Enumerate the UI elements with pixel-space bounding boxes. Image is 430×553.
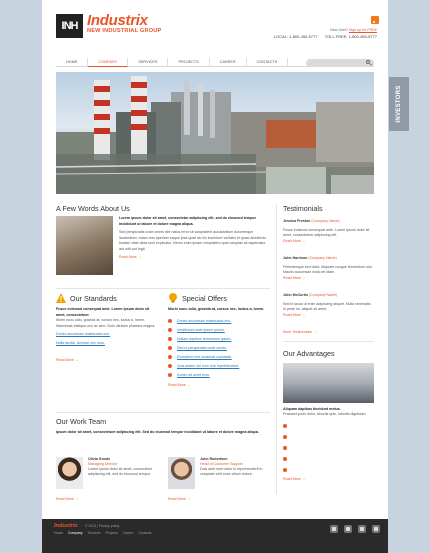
advantage-item: [283, 420, 374, 431]
header: [42, 0, 388, 52]
social-icon[interactable]: [330, 525, 338, 533]
offer-item[interactable]: Vestibulum ante ipsum primis.: [168, 326, 270, 335]
left-column: [56, 204, 270, 501]
nav-projects[interactable]: PROJECTS: [168, 58, 209, 67]
offer-item[interactable]: Donec accumsan malesuada orci.: [168, 317, 270, 326]
brand-name: Industrix: [87, 12, 148, 29]
offer-item[interactable]: Nullam dapibus fermentum ipsum.: [168, 335, 270, 344]
footer-link-services[interactable]: Services: [87, 531, 101, 535]
new-user-text: New User?: [330, 28, 349, 32]
footer-link-projects[interactable]: Projects: [105, 531, 118, 535]
lightbulb-icon: [168, 293, 178, 303]
advantages-read-more[interactable]: Read More →: [283, 477, 374, 481]
advantage-item: [283, 464, 374, 475]
testimonial-read-more[interactable]: Read More →: [283, 239, 374, 245]
team-section: [56, 417, 270, 501]
testimonials-title: Testimonials: [283, 204, 323, 213]
team-title: Our Work Team: [56, 417, 107, 426]
member-name: Olivia Goods: [88, 457, 111, 461]
about-photo: [56, 216, 113, 275]
about-body: Sed perspiciatis unde omnis iste natus error sit voluptatem accusantium doloremque laudantium, totam rem aperiam eaque ipsa quae ab illo inventore veritatis et quasi architecto beatae vitae dicta sunt explicabo. Nemo enim ipsam voluptatem quia voluptas sit aspernatur aut odit aut fugit.: [119, 230, 267, 251]
testimonial: [283, 293, 374, 318]
bullet-icon: [168, 355, 172, 359]
advantages-title: Our Advantages: [283, 349, 335, 358]
advantages-lead: Aliquam dapibus tincidunt metus.: [283, 407, 341, 411]
advantages-list: [283, 420, 374, 475]
rss-icon[interactable]: [371, 16, 379, 24]
offers-section: [168, 293, 270, 387]
footer-logo[interactable]: Industrix: [54, 523, 78, 529]
about-lead: Lorem ipsum dolor sit amet, consectetur adipiscing elit, sed do eiusmod tempor incididunt ut labore et dolore magna aliqua.: [119, 216, 256, 226]
offer-item[interactable]: Sed ut perspiciatis unde omnis.: [168, 344, 270, 353]
testimonial-read-more[interactable]: Read More →: [283, 313, 374, 319]
logo-mark: INH: [56, 14, 83, 38]
testimonial-quote: Fusce euismod consequat ante. Lorem ipsum dolor sit amet, consectetuer adipiscing elit.: [283, 227, 370, 237]
bullet-icon: [168, 346, 172, 350]
main-nav: [56, 58, 374, 67]
advantage-item: [283, 442, 374, 453]
offer-item[interactable]: Excepteur sint occaecat cupidatat.: [168, 353, 270, 362]
footer-links: [54, 531, 157, 535]
footer-copyright: © 2013 | Privacy policy: [85, 524, 120, 528]
offers-title: Special Offers: [182, 293, 228, 303]
investors-tab[interactable]: [389, 77, 409, 131]
more-testimonials-link[interactable]: More Testimonials →: [283, 330, 374, 334]
investors-label: INVESTORS: [396, 85, 402, 123]
nav-career[interactable]: CAREER: [210, 58, 247, 67]
team-member: [56, 457, 160, 501]
page: [42, 0, 388, 553]
nav-contacts[interactable]: CONTACTS: [247, 58, 289, 67]
offer-item[interactable]: Donec sit amet eros.: [168, 371, 270, 380]
bullet-icon: [168, 337, 172, 341]
bullet-icon: [168, 328, 172, 332]
standards-link-1[interactable]: Donec accumsan malesuada orci.: [56, 332, 111, 336]
about-title: A Few Words About Us: [56, 204, 130, 213]
footer-link-career[interactable]: Career: [122, 531, 134, 535]
column-divider: [276, 204, 277, 494]
standards-link-2[interactable]: Nulla facilisi. Aenean nec eros.: [56, 340, 105, 345]
bullet-icon: [283, 468, 287, 472]
social-icon[interactable]: [372, 525, 380, 533]
member-role: Managing Director: [88, 462, 118, 466]
standards-title: Our Standards: [70, 293, 117, 303]
offers-read-more[interactable]: Read More →: [168, 383, 270, 387]
advantages-body: Praesent justo dolor, lobortis quis, lobortis dignissim.: [283, 412, 367, 416]
brand-tagline: NEW INDUSTRIAL GROUP: [87, 28, 162, 34]
search-icon[interactable]: [366, 60, 370, 64]
offers-list: [168, 317, 270, 380]
bullet-icon: [168, 364, 172, 368]
testimonial-quote: Pellentesque sed dolor. Aliquam congue fermentum nisl. Mauris accumsan nulla vel diam.: [283, 264, 373, 274]
bullet-icon: [283, 457, 287, 461]
footer-link-contacts[interactable]: Contacts: [138, 531, 152, 535]
team-lead: Ipsum dolor sit amet, consectetuer adipiscing elit. Sed do eiusmod tempor incididunt ut labore et dolore magna aliqua.: [56, 430, 259, 434]
social-icons: [324, 525, 380, 533]
warning-icon: [56, 293, 66, 303]
standards-lead: Fusce euismod consequat ante. Lorem ipsum dolor sit amet, consectetuer.: [56, 307, 150, 317]
social-icon[interactable]: [344, 525, 352, 533]
advantages-photo: [283, 363, 374, 403]
new-user-line: [330, 28, 377, 32]
member-bio: Lorem ipsum dolor sit amet, consectetur adipisicing elit, sed do eiusmod tempor.: [88, 467, 152, 476]
bullet-icon: [283, 446, 287, 450]
local-phone: LOCAL: 1-800-455-5777: [273, 34, 318, 39]
right-column: [283, 204, 374, 481]
about-read-more[interactable]: Read More →: [119, 255, 269, 261]
signup-link[interactable]: Sign up for FREE: [349, 28, 377, 32]
about-text: [119, 216, 269, 261]
nav-company[interactable]: COMPANY: [88, 58, 128, 67]
testimonial: [283, 219, 374, 244]
testimonial-read-more[interactable]: Read More →: [283, 276, 374, 282]
team-member: [168, 457, 272, 501]
member-bio: Duis aute irure dolor in reprehenderit in voluptate velit esse cillum dolore.: [200, 467, 263, 476]
member-read-more[interactable]: Read More →: [168, 497, 190, 501]
footer-link-home[interactable]: Home: [54, 531, 64, 535]
avatar: [56, 457, 83, 489]
member-read-more[interactable]: Read More →: [56, 497, 78, 501]
testimonial-quote: Sed in lacus ut enim adipiscing aliquet. Nulla venenatis. In pede mi, aliquet sit amet.: [283, 301, 372, 311]
bullet-icon: [168, 319, 172, 323]
phone-numbers: [268, 34, 377, 39]
member-role: Head of Customer Support: [200, 462, 243, 466]
tollfree-phone: TOLL FREE: 1-800-455-5777: [324, 34, 377, 39]
advantage-item: [283, 431, 374, 442]
bullet-icon: [283, 424, 287, 428]
hero-image: [56, 72, 374, 194]
testimonial: [283, 256, 374, 281]
social-icon[interactable]: [358, 525, 366, 533]
avatar: [168, 457, 195, 489]
bullet-icon: [283, 435, 287, 439]
logo[interactable]: [56, 14, 161, 38]
industrial-plant-illustration: [56, 72, 374, 194]
offer-item[interactable]: Quis autem vel eum iure reprehenderit.: [168, 362, 270, 371]
testimonial-name: Jessica Preston (Company Name): [283, 219, 340, 223]
footer-link-company[interactable]: Company: [68, 531, 83, 535]
advantage-item: [283, 453, 374, 464]
footer: [42, 519, 388, 553]
offers-lead: Morbi nunc odio, gravida at, cursus nec, luctus a, lorem.: [168, 307, 265, 311]
standards-body: Morbi nunc odio, gravida at, cursus nec, luctus a, lorem. Maecenas tristique orci ac sem. Duis ultricies pharetra magna.: [56, 318, 156, 328]
standards-read-more[interactable]: Read More →: [56, 358, 156, 364]
standards-section: [56, 293, 156, 364]
member-name: John Robertson: [200, 457, 228, 461]
nav-services[interactable]: SERVICES: [128, 58, 168, 67]
bullet-icon: [168, 373, 172, 377]
search-input[interactable]: [306, 59, 374, 67]
testimonial-name: John Harrison (Company Name): [283, 256, 337, 260]
testimonial-name: John McCurtis (Company Name): [283, 293, 338, 297]
nav-home[interactable]: HOME: [56, 58, 88, 67]
